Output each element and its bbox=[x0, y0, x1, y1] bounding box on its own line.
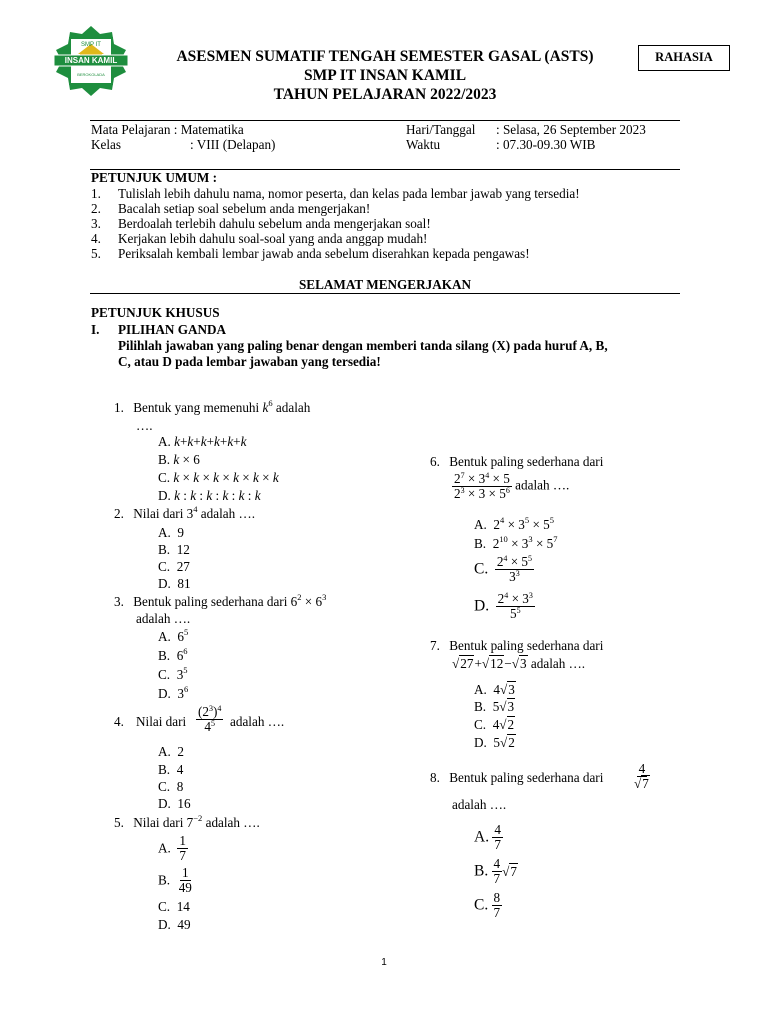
section-instruction-line-1: Pilihlah jawaban yang paling benar dengan memberi tanda silang (X) pada huruf A, B, bbox=[118, 338, 608, 353]
question-1 bbox=[114, 400, 310, 416]
question-4-text: Nilai dari bbox=[136, 714, 187, 729]
exam-title: ASESMEN SUMATIF TENGAH SEMESTER GASAL (ASTS) bbox=[176, 48, 594, 65]
general-num-4: 4. bbox=[91, 231, 101, 246]
logo-text-main: INSAN KAMIL bbox=[64, 56, 118, 65]
question-5: 5. Nilai dari $7^{-2}$ adalah …. bbox=[114, 813, 260, 830]
time-label: Waktu bbox=[406, 137, 441, 152]
q6-option-d[interactable]: D. $\frac{2^4 \times 3^3}{5^5}$ bbox=[474, 591, 533, 621]
q2-option-b[interactable]: B. 12 bbox=[158, 542, 190, 557]
q8-fraction: $\frac{4}{√7}$ bbox=[634, 761, 649, 791]
q1-option-c[interactable]: C. k × k × k × k × k × k bbox=[158, 470, 279, 485]
class-value: : VIII (Delapan) bbox=[190, 137, 276, 152]
q7-expression: √27+√12−√3 adalah …. bbox=[452, 656, 586, 671]
q4-option-b[interactable]: B. 4 bbox=[158, 762, 184, 777]
general-instructions-heading: PETUNJUK UMUM : bbox=[91, 170, 217, 185]
school-name: SMP IT INSAN KAMIL bbox=[303, 67, 467, 84]
general-num-2: 2. bbox=[91, 201, 101, 216]
question-8: 8. Bentuk paling sederhana dari bbox=[430, 770, 604, 785]
general-num-5: 5. bbox=[91, 246, 101, 261]
q6-option-a[interactable]: A. $2^4 \times 3^5 \times 5^5$ bbox=[474, 515, 555, 532]
q1-option-a[interactable]: A. k+k+k+k+k+k bbox=[158, 434, 247, 449]
q4-option-a[interactable]: A. 2 bbox=[158, 744, 185, 759]
class-label: Kelas bbox=[91, 137, 122, 152]
question-4-number: 4. bbox=[114, 714, 124, 729]
general-num-3: 3. bbox=[91, 216, 101, 231]
q5-option-c[interactable]: C. 14 bbox=[158, 899, 190, 914]
day-label: Hari/Tanggal bbox=[406, 122, 476, 137]
day-value: : Selasa, 26 September 2023 bbox=[496, 122, 646, 137]
general-item-1: Tulislah lebih dahulu nama, nomor peserta, dan kelas pada lembar jawab yang tersedia! bbox=[118, 186, 580, 201]
q1-number: 1. bbox=[114, 400, 124, 415]
q1-text: Bentuk yang memenuhi bbox=[133, 400, 263, 415]
section-number: I. bbox=[91, 322, 100, 337]
school-logo bbox=[48, 24, 134, 98]
question-4-post: adalah …. bbox=[230, 714, 285, 729]
greeting-text: SELAMAT MENGERJAKAN bbox=[298, 277, 472, 292]
general-num-1: 1. bbox=[91, 186, 101, 201]
q3-option-d[interactable]: D. $3^6$ bbox=[158, 684, 189, 701]
general-item-5: Periksalah kembali lembar jawab anda sebelum diserahkan kepada pengawas! bbox=[118, 246, 530, 261]
q3-option-c[interactable]: C. $3^5$ bbox=[158, 665, 188, 682]
question-6: 6. Bentuk paling sederhana dari bbox=[430, 454, 604, 469]
q1-exponent: 6 bbox=[268, 398, 273, 408]
general-item-3: Berdoalah terlebih dahulu sebelum anda mengerjakan soal! bbox=[118, 216, 431, 231]
q7-option-d[interactable]: D. 5√2 bbox=[474, 735, 515, 750]
q2-option-d[interactable]: D. 81 bbox=[158, 576, 191, 591]
section-title: PILIHAN GANDA bbox=[118, 322, 227, 337]
q1-text-post: adalah bbox=[272, 400, 311, 415]
q4-option-d[interactable]: D. 16 bbox=[158, 796, 191, 811]
page-number: 1 bbox=[381, 957, 387, 968]
time-value: : 07.30-09.30 WIB bbox=[496, 137, 596, 152]
q8-continuation: adalah …. bbox=[452, 797, 507, 812]
q6-option-b[interactable]: B. $2^{10} \times 3^3 \times 5^7$ bbox=[474, 534, 558, 551]
q1-continuation: …. bbox=[136, 418, 153, 433]
q5-option-d[interactable]: D. 49 bbox=[158, 917, 191, 932]
q6-fraction: $\frac{2^7 \times 3^4 \times 5}{2^3 \times 3 \times 5^6}$ adalah …. bbox=[454, 471, 570, 501]
subject-label: Mata Pelajaran : Matematika bbox=[91, 122, 244, 137]
logo-text-bottom: BEROKOLADA bbox=[77, 72, 105, 77]
q8-option-a[interactable]: A. $\frac{4}{7}$ bbox=[474, 822, 501, 852]
q4-option-c[interactable]: C. 8 bbox=[158, 779, 184, 794]
general-item-2: Bacalah setiap soal sebelum anda mengerjakan! bbox=[118, 201, 371, 216]
q7-option-a[interactable]: A. 4√3 bbox=[474, 682, 515, 697]
q4-fraction: $\frac{(2^3)^4}{4^5}$ bbox=[198, 704, 222, 734]
q2-option-c[interactable]: C. 27 bbox=[158, 559, 190, 574]
question-3: 3. Bentuk paling sederhana dari $6^2 \times 6^3$ bbox=[114, 592, 327, 609]
question-2: 2. Nilai dari $3^4$ adalah …. bbox=[114, 504, 255, 521]
q5-option-a[interactable]: A. $\frac{1}{7}$ bbox=[158, 833, 187, 863]
q2-option-a[interactable]: A. 9 bbox=[158, 525, 185, 540]
academic-year: TAHUN PELAJARAN 2022/2023 bbox=[273, 86, 497, 103]
greeting-rule bbox=[90, 293, 680, 294]
q8-option-b[interactable]: B. $\frac{4}{7}$ √7 bbox=[474, 856, 517, 886]
question-7: 7. Bentuk paling sederhana dari bbox=[430, 638, 604, 653]
q1-base: k bbox=[262, 400, 269, 415]
q3-continuation: adalah …. bbox=[136, 611, 191, 626]
special-instructions-heading: PETUNJUK KHUSUS bbox=[91, 305, 220, 320]
q3-option-b[interactable]: B. $6^6$ bbox=[158, 646, 188, 663]
header-rule bbox=[90, 120, 680, 121]
general-item-4: Kerjakan lebih dahulu soal-soal yang anda anggap mudah! bbox=[118, 231, 428, 246]
q1-option-b[interactable]: B. k × 6 bbox=[158, 452, 200, 467]
q3-option-a[interactable]: A. $6^5$ bbox=[158, 627, 189, 644]
q5-option-b[interactable]: B. $\frac{1}{49}$ bbox=[158, 865, 192, 895]
q8-option-c[interactable]: C. $\frac{8}{7}$ bbox=[474, 890, 501, 920]
section-instruction-line-2: C, atau D pada lembar jawaban yang tersedia! bbox=[118, 354, 381, 369]
logo-text-top: SMP IT bbox=[81, 42, 101, 48]
confidential-badge: RAHASIA bbox=[638, 45, 730, 71]
q1-option-d[interactable]: D. k : k : k : k : k : k bbox=[158, 488, 261, 503]
q6-option-c[interactable]: C. $\frac{2^4 \times 5^5}{3^3}$ bbox=[474, 554, 533, 584]
q7-option-c[interactable]: C. 4√2 bbox=[474, 717, 515, 732]
q7-option-b[interactable]: B. 5√3 bbox=[474, 699, 515, 714]
